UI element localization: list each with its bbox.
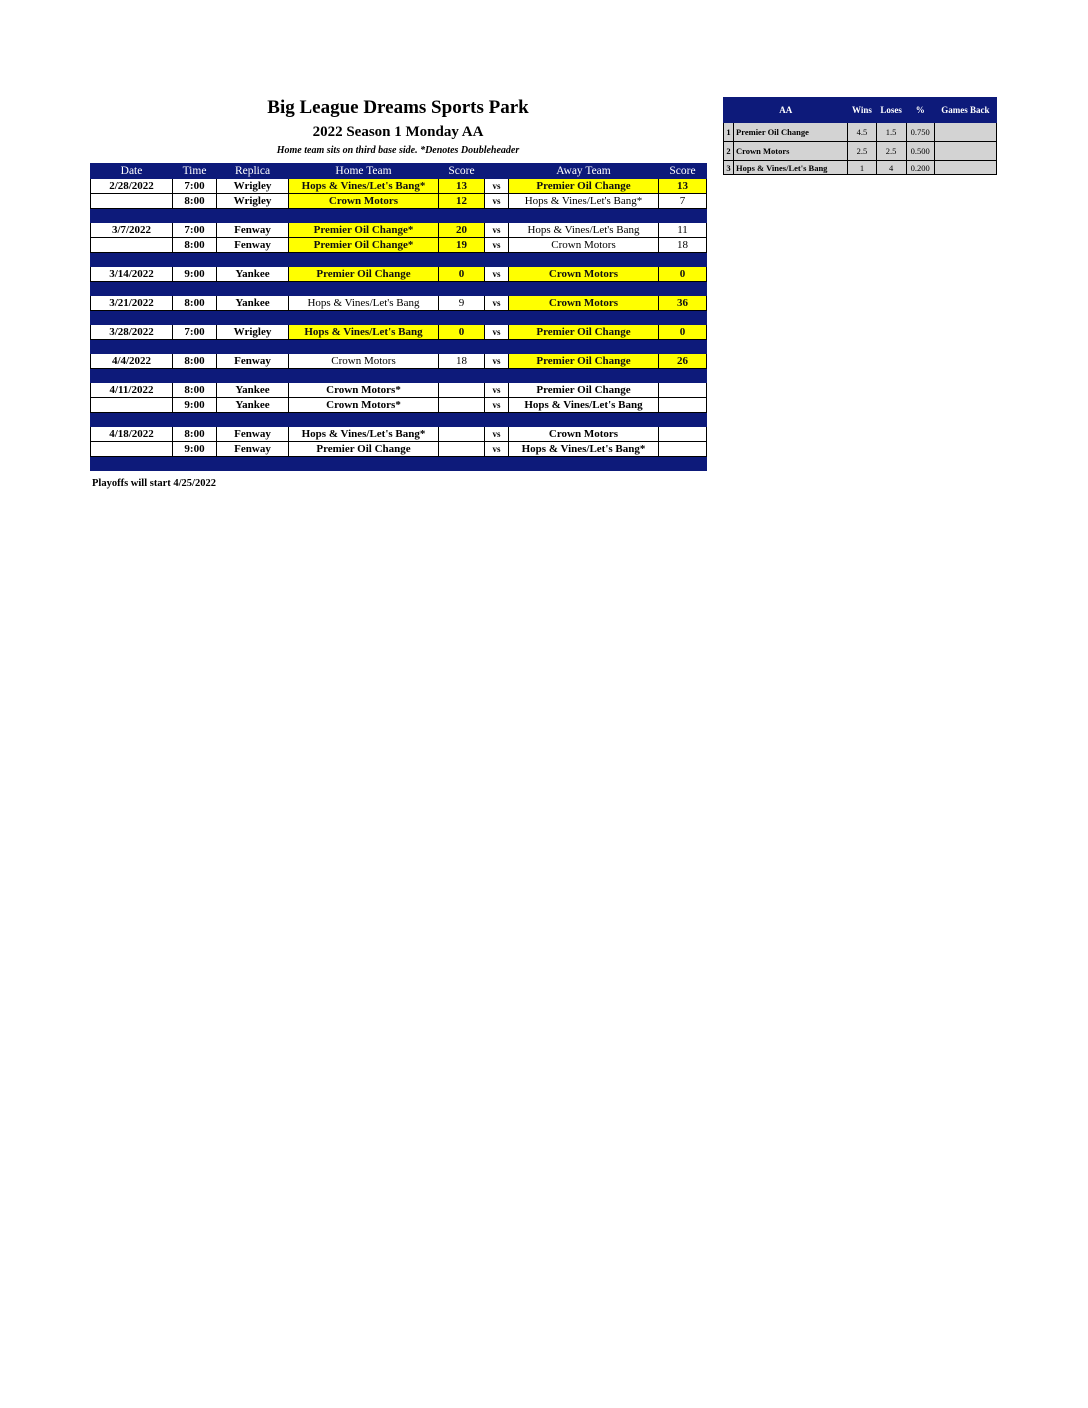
away-score-cell: [659, 442, 707, 457]
spacer-cell: [659, 311, 707, 325]
games-back-cell: [934, 161, 996, 175]
vs-cell: vs: [485, 442, 509, 457]
spacer-cell: [485, 311, 509, 325]
replica-cell: Fenway: [217, 427, 289, 442]
vs-cell: vs: [485, 296, 509, 311]
away-score-cell: 13: [659, 179, 707, 194]
spacer-cell: [91, 311, 173, 325]
date-cell: 2/28/2022: [91, 179, 173, 194]
vs-cell: vs: [485, 383, 509, 398]
vs-cell: vs: [485, 267, 509, 282]
away-team-cell: Hops & Vines/Let's Bang*: [509, 194, 659, 209]
schedule-header-row: [91, 164, 707, 179]
spacer-cell: [173, 413, 217, 427]
away-team-cell: Crown Motors: [509, 238, 659, 253]
rank-cell: 2: [724, 142, 734, 161]
spacer-cell: [485, 282, 509, 296]
standings-header-wins: Wins: [848, 98, 876, 123]
games-back-cell: [934, 123, 996, 142]
away-score-cell: 0: [659, 267, 707, 282]
vs-cell: vs: [485, 194, 509, 209]
home-team-cell: Premier Oil Change*: [289, 223, 439, 238]
standings-header-pct: %: [906, 98, 934, 123]
away-score-cell: 26: [659, 354, 707, 369]
date-cell: 3/28/2022: [91, 325, 173, 340]
spacer-cell: [485, 340, 509, 354]
spacer-cell: [485, 413, 509, 427]
spacer-cell: [289, 282, 439, 296]
date-cell: [91, 398, 173, 413]
spacer-cell: [659, 369, 707, 383]
spacer-cell: [217, 413, 289, 427]
loses-cell: 4: [876, 161, 906, 175]
replica-cell: Fenway: [217, 354, 289, 369]
schedule-spacer-row: [91, 369, 707, 383]
schedule-spacer-row: [91, 209, 707, 223]
replica-cell: Yankee: [217, 398, 289, 413]
home-team-cell: Hops & Vines/Let's Bang: [289, 325, 439, 340]
spacer-cell: [217, 457, 289, 471]
col-header-home-team: Home Team: [289, 164, 439, 179]
spacer-cell: [91, 340, 173, 354]
vs-cell: vs: [485, 427, 509, 442]
spacer-cell: [439, 253, 485, 267]
home-score-cell: 13: [439, 179, 485, 194]
away-score-cell: [659, 427, 707, 442]
spacer-cell: [217, 209, 289, 223]
schedule-spacer-row: [91, 282, 707, 296]
home-team-cell: Crown Motors*: [289, 398, 439, 413]
date-cell: 4/18/2022: [91, 427, 173, 442]
standings-row: [724, 161, 997, 175]
wins-cell: 4.5: [848, 123, 876, 142]
spacer-cell: [217, 369, 289, 383]
spacer-cell: [659, 340, 707, 354]
spacer-cell: [173, 340, 217, 354]
away-team-cell: Hops & Vines/Let's Bang: [509, 398, 659, 413]
vs-cell: vs: [485, 325, 509, 340]
spacer-cell: [509, 413, 659, 427]
home-team-cell: Crown Motors: [289, 354, 439, 369]
spacer-cell: [173, 311, 217, 325]
rank-cell: 1: [724, 123, 734, 142]
spacer-cell: [439, 209, 485, 223]
spacer-cell: [509, 369, 659, 383]
home-team-cell: Premier Oil Change*: [289, 238, 439, 253]
home-score-cell: 18: [439, 354, 485, 369]
page-title: Big League Dreams Sports Park: [267, 97, 529, 118]
schedule-spacer-row: [91, 457, 707, 471]
replica-cell: Wrigley: [217, 325, 289, 340]
replica-cell: Fenway: [217, 223, 289, 238]
standings-header-games-back: Games Back: [934, 98, 996, 123]
spacer-cell: [91, 282, 173, 296]
spacer-cell: [173, 253, 217, 267]
spacer-cell: [217, 282, 289, 296]
standings-table: [723, 97, 997, 175]
spacer-cell: [509, 457, 659, 471]
home-team-cell: Crown Motors*: [289, 383, 439, 398]
away-team-cell: Premier Oil Change: [509, 383, 659, 398]
away-score-cell: 7: [659, 194, 707, 209]
schedule-row: [91, 354, 707, 369]
spacer-cell: [509, 253, 659, 267]
time-cell: 7:00: [173, 179, 217, 194]
time-cell: 8:00: [173, 354, 217, 369]
col-header-away-team: Away Team: [509, 164, 659, 179]
time-cell: 8:00: [173, 296, 217, 311]
home-team-cell: Premier Oil Change: [289, 442, 439, 457]
rank-cell: 3: [724, 161, 734, 175]
spacer-cell: [439, 413, 485, 427]
spacer-cell: [289, 457, 439, 471]
spacer-cell: [439, 340, 485, 354]
home-score-cell: 0: [439, 267, 485, 282]
home-score-cell: [439, 383, 485, 398]
spacer-cell: [217, 340, 289, 354]
loses-cell: 1.5: [876, 123, 906, 142]
spacer-cell: [173, 209, 217, 223]
spacer-cell: [173, 457, 217, 471]
date-cell: 3/7/2022: [91, 223, 173, 238]
standings-row: [724, 142, 997, 161]
standings-row: [724, 123, 997, 142]
time-cell: 8:00: [173, 427, 217, 442]
spacer-cell: [509, 340, 659, 354]
away-team-cell: Premier Oil Change: [509, 325, 659, 340]
home-score-cell: 19: [439, 238, 485, 253]
replica-cell: Yankee: [217, 267, 289, 282]
home-team-cell: Premier Oil Change: [289, 267, 439, 282]
vs-cell: vs: [485, 354, 509, 369]
home-score-cell: [439, 427, 485, 442]
col-header-vs: [485, 164, 509, 179]
away-team-cell: Premier Oil Change: [509, 179, 659, 194]
date-cell: [91, 238, 173, 253]
away-score-cell: 18: [659, 238, 707, 253]
spacer-cell: [485, 209, 509, 223]
schedule-row: [91, 296, 707, 311]
pct-cell: 0.500: [906, 142, 934, 161]
schedule-row: [91, 325, 707, 340]
spacer-cell: [509, 209, 659, 223]
col-header-replica: Replica: [217, 164, 289, 179]
spacer-cell: [289, 253, 439, 267]
replica-cell: Wrigley: [217, 194, 289, 209]
spacer-cell: [439, 457, 485, 471]
schedule-spacer-row: [91, 413, 707, 427]
date-cell: 3/14/2022: [91, 267, 173, 282]
away-team-cell: Crown Motors: [509, 296, 659, 311]
col-header-away-score: Score: [659, 164, 707, 179]
away-team-cell: Crown Motors: [509, 427, 659, 442]
spacer-cell: [91, 369, 173, 383]
spacer-cell: [439, 311, 485, 325]
home-score-cell: [439, 398, 485, 413]
team-cell: Hops & Vines/Let's Bang: [734, 161, 848, 175]
away-score-cell: [659, 398, 707, 413]
date-cell: [91, 194, 173, 209]
games-back-cell: [934, 142, 996, 161]
wins-cell: 2.5: [848, 142, 876, 161]
pct-cell: 0.200: [906, 161, 934, 175]
date-cell: [91, 442, 173, 457]
away-team-cell: Premier Oil Change: [509, 354, 659, 369]
spacer-cell: [659, 413, 707, 427]
home-team-cell: Hops & Vines/Let's Bang*: [289, 427, 439, 442]
replica-cell: Wrigley: [217, 179, 289, 194]
spacer-cell: [509, 311, 659, 325]
replica-cell: Fenway: [217, 442, 289, 457]
page-subtitle: 2022 Season 1 Monday AA: [312, 124, 484, 140]
spacer-cell: [289, 413, 439, 427]
time-cell: 9:00: [173, 442, 217, 457]
spacer-cell: [485, 369, 509, 383]
spacer-cell: [173, 369, 217, 383]
away-score-cell: 36: [659, 296, 707, 311]
time-cell: 8:00: [173, 383, 217, 398]
spacer-cell: [217, 253, 289, 267]
home-score-cell: 9: [439, 296, 485, 311]
schedule-spacer-row: [91, 253, 707, 267]
spacer-cell: [91, 209, 173, 223]
schedule-row: [91, 194, 707, 209]
team-cell: Premier Oil Change: [734, 123, 848, 142]
vs-cell: vs: [485, 398, 509, 413]
time-cell: 7:00: [173, 223, 217, 238]
col-header-home-score: Score: [439, 164, 485, 179]
spacer-cell: [439, 282, 485, 296]
vs-cell: vs: [485, 238, 509, 253]
schedule-spacer-row: [91, 311, 707, 325]
home-score-cell: 20: [439, 223, 485, 238]
spacer-cell: [659, 282, 707, 296]
spacer-cell: [289, 311, 439, 325]
away-score-cell: 11: [659, 223, 707, 238]
spacer-cell: [509, 282, 659, 296]
spacer-cell: [289, 209, 439, 223]
spacer-cell: [289, 340, 439, 354]
time-cell: 9:00: [173, 267, 217, 282]
pct-cell: 0.750: [906, 123, 934, 142]
spacer-cell: [91, 253, 173, 267]
home-score-cell: [439, 442, 485, 457]
replica-cell: Fenway: [217, 238, 289, 253]
team-cell: Crown Motors: [734, 142, 848, 161]
schedule-row: [91, 383, 707, 398]
away-team-cell: Crown Motors: [509, 267, 659, 282]
home-score-cell: 0: [439, 325, 485, 340]
home-team-cell: Crown Motors: [289, 194, 439, 209]
spacer-cell: [659, 253, 707, 267]
playoffs-footnote: Playoffs will start 4/25/2022: [92, 478, 216, 489]
col-header-time: Time: [173, 164, 217, 179]
standings-header-loses: Loses: [876, 98, 906, 123]
standings-header-row: [724, 98, 997, 123]
schedule-row: [91, 267, 707, 282]
replica-cell: Yankee: [217, 383, 289, 398]
spacer-cell: [439, 369, 485, 383]
wins-cell: 1: [848, 161, 876, 175]
time-cell: 8:00: [173, 194, 217, 209]
replica-cell: Yankee: [217, 296, 289, 311]
spacer-cell: [485, 253, 509, 267]
spacer-cell: [173, 282, 217, 296]
spacer-cell: [91, 413, 173, 427]
home-team-cell: Hops & Vines/Let's Bang*: [289, 179, 439, 194]
schedule-row: [91, 179, 707, 194]
time-cell: 8:00: [173, 238, 217, 253]
schedule-row: [91, 238, 707, 253]
time-cell: 7:00: [173, 325, 217, 340]
spacer-cell: [289, 369, 439, 383]
home-score-cell: 12: [439, 194, 485, 209]
standings-header-division: AA: [724, 98, 848, 123]
spacer-cell: [659, 209, 707, 223]
time-cell: 9:00: [173, 398, 217, 413]
spacer-cell: [91, 457, 173, 471]
schedule-spacer-row: [91, 340, 707, 354]
date-cell: 4/4/2022: [91, 354, 173, 369]
col-header-date: Date: [91, 164, 173, 179]
schedule-note: Home team sits on third base side. *Denotes Doubleheader: [276, 145, 520, 156]
schedule-row: [91, 427, 707, 442]
away-score-cell: [659, 383, 707, 398]
away-team-cell: Hops & Vines/Let's Bang: [509, 223, 659, 238]
schedule-table: [90, 163, 707, 471]
spacer-cell: [659, 457, 707, 471]
date-cell: 3/21/2022: [91, 296, 173, 311]
date-cell: 4/11/2022: [91, 383, 173, 398]
vs-cell: vs: [485, 179, 509, 194]
loses-cell: 2.5: [876, 142, 906, 161]
schedule-row: [91, 223, 707, 238]
away-team-cell: Hops & Vines/Let's Bang*: [509, 442, 659, 457]
spacer-cell: [485, 457, 509, 471]
spacer-cell: [217, 311, 289, 325]
vs-cell: vs: [485, 223, 509, 238]
schedule-row: [91, 398, 707, 413]
home-team-cell: Hops & Vines/Let's Bang: [289, 296, 439, 311]
schedule-row: [91, 442, 707, 457]
away-score-cell: 0: [659, 325, 707, 340]
